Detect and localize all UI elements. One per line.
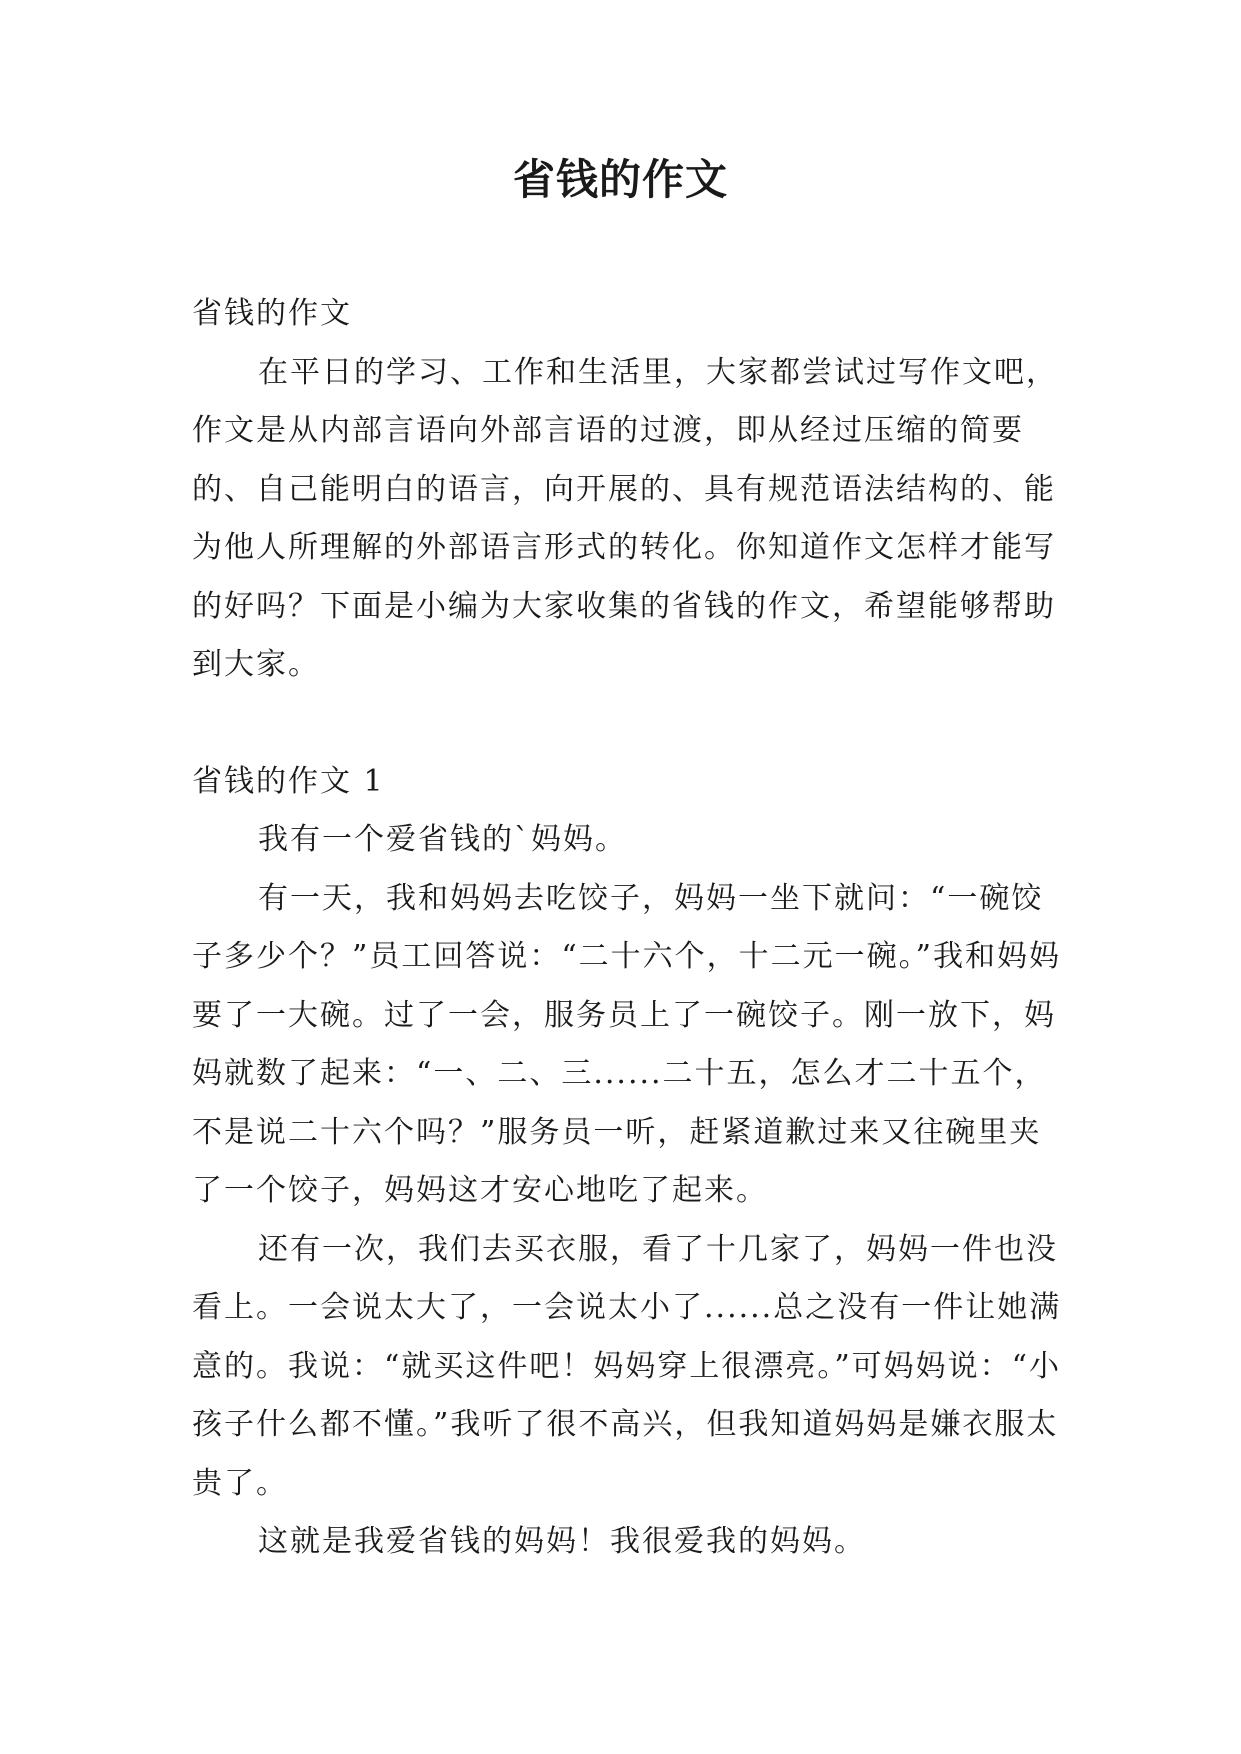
document-title: 省钱的作文 <box>512 155 728 204</box>
section-1-paragraph: 有一天，我和妈妈去吃饺子，妈妈一坐下就问：“一碗饺子多少个？”员工回答说：“二十六个，十二元一碗。”我和妈妈要了一大碗。过了一会，服务员上了一碗饺子。刚一放下，妈妈就数了起来：“一、二、三......二十五，怎么才二十五个，不是说二十六个吗？”服务员一听，赶紧道歉过来又往碗里夹了一个饺子，妈妈这才安心地吃了起来。 <box>192 880 1062 1208</box>
section-spacer <box>192 695 1072 753</box>
section-1-paragraph: 我有一个爱省钱的`妈妈。 <box>258 822 627 857</box>
intro-heading: 省钱的作文 <box>192 296 352 331</box>
section-1-paragraph: 这就是我爱省钱的妈妈！我很爱我的妈妈。 <box>258 1524 866 1559</box>
section-1-paragraph: 还有一次，我们去买衣服，看了十几家了，妈妈一件也没看上。一会说太大了，一会说太小了......总之没有一件让她满意的。我说：“就买这件吧！妈妈穿上很漂亮。”可妈妈说：“小孩子什么都不懂。”我听了很不高兴，但我知道妈妈是嫌衣服太贵了。 <box>192 1231 1062 1501</box>
intro-paragraph: 在平日的学习、工作和生活里，大家都尝试过写作文吧，作文是从内部言语向外部言语的过渡，即从经过压缩的简要的、自己能明白的语言，向开展的、具有规范语法结构的、能为他人所理解的外部语言形式的转化。你知道作文怎样才能写的好吗？下面是小编为大家收集的省钱的作文，希望能够帮助到大家。 <box>192 354 1058 682</box>
document-body <box>192 285 1072 1572</box>
section-1-heading: 省钱的作文 1 <box>192 763 385 799</box>
